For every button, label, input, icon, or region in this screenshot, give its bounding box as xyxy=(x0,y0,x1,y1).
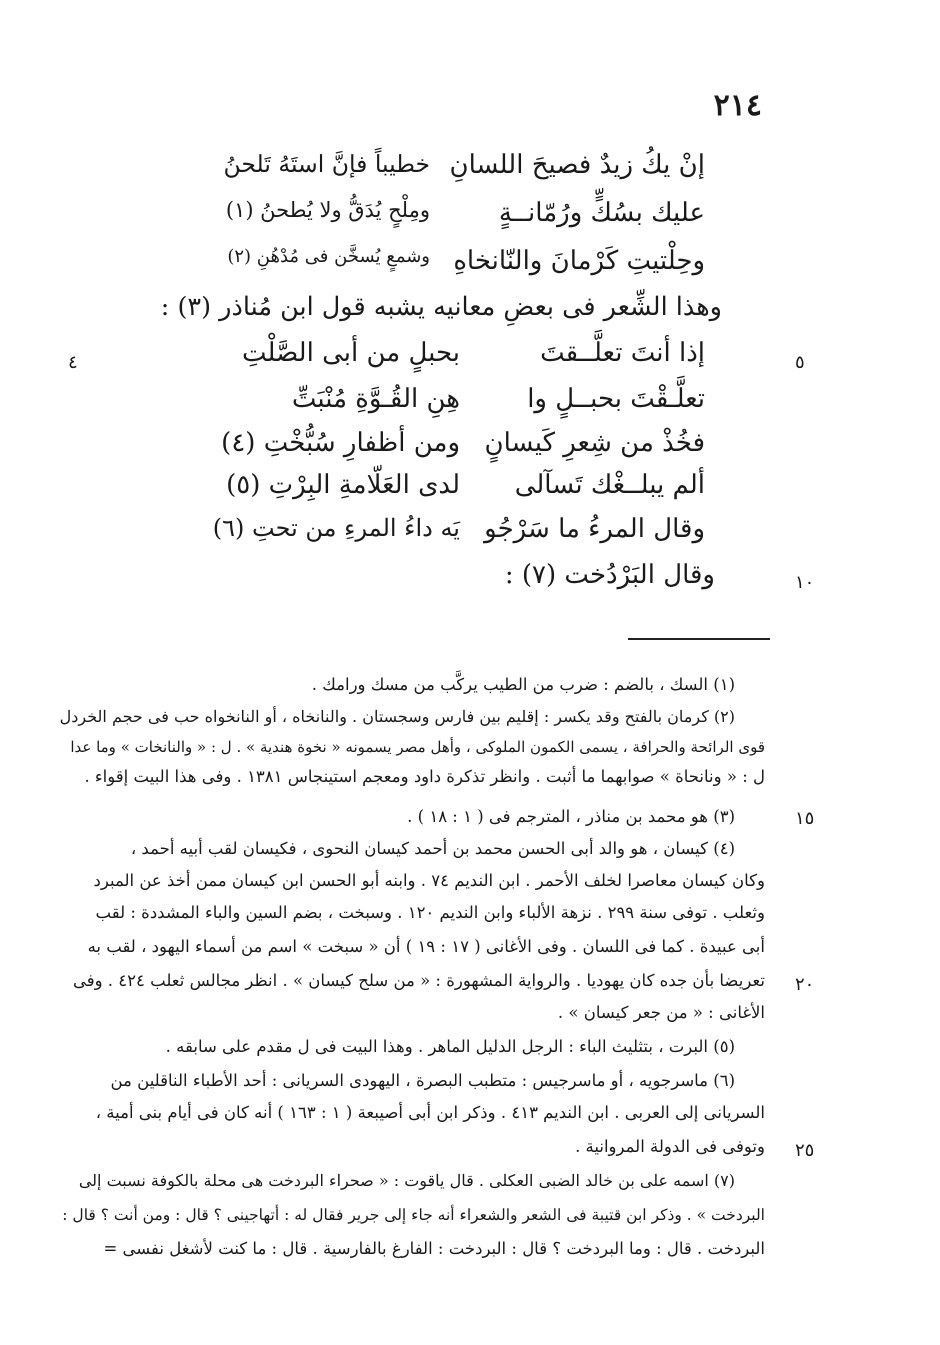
verse-1 xyxy=(225,150,705,181)
verse-hemistich-second: بحبلٍ من أبى الصَّلْتِ xyxy=(241,338,460,368)
footnote-6: (٦) ماسرجويه ، أو ماسرجيس : متطبب البصرة ، اليهودى السريانى : أحد الأطباء الناقلين من xyxy=(110,1071,735,1090)
footnote-2: (٢) كرمان بالفتح وقد يكسر : إقليم بين فارس وسجستان . والنانخاه ، أو النانخواه حب فى حجم الخردل xyxy=(59,707,735,726)
footnote-4-cont: الأغانى : « من جعر كيسان » . xyxy=(557,1003,765,1022)
prose-line-2: وقال البَرْدُخت (٧) : xyxy=(504,560,715,590)
verse-hemistich-first: عليك بسُكٍّ ورُمّانــةٍ xyxy=(498,198,705,228)
line-number-25: ٢٥ xyxy=(795,1140,815,1161)
verse-hemistich-second: وشمعٍ يُسخَّن فى مُدْهُنِ (٢) xyxy=(227,246,430,267)
footnote-4-cont: وكان كيسان معاصرا لخلف الأحمر . ابن النديم ٧٤ . وابنه أبو الحسن ابن كيسان ممن أخذ عن المبرد xyxy=(93,871,765,890)
footnote-6-cont: وتوفى فى الدولة المروانية . xyxy=(575,1137,765,1156)
verse-hemistich-first: إنْ يكُ زيدٌ فصيحَ اللسانِ xyxy=(449,150,705,180)
footnote-1: (١) السك ، بالضم : ضرب من الطيب يركَّب من مسك ورامك . xyxy=(311,675,735,694)
verse-5 xyxy=(215,384,705,415)
footnote-7: (٧) اسمه على بن خالد الضبى العكلى . قال ياقوت : « صحراء البردخت هى محلة بالكوفة نسبت إلى xyxy=(78,1171,735,1190)
footnote-4-cont: تعريضا بأن جده كان يهوديا . والرواية المشهورة : « من سلح كيسان » . انظر مجالس ثعلب ٤٢٤ . وفى xyxy=(72,971,765,990)
page-number: ٢١٤ xyxy=(713,88,762,123)
verse-hemistich-first: فخُذْ من شِعرِ كَيسانٍ xyxy=(484,428,705,458)
verse-6 xyxy=(215,428,705,459)
verse-hemistich-first: ألم يبلــغْك تَسآلى xyxy=(514,470,705,500)
verse-hemistich-second: هِنِ القُـوَّةِ مُنْبَتِّ xyxy=(291,384,460,414)
footnote-5: (٥) البرت ، بتثليث الباء : الرجل الدليل الماهر . وهذا البيت فى ل مقدم على سابقه . xyxy=(165,1037,735,1056)
verse-3 xyxy=(225,246,705,277)
verse-hemistich-first: إذا أنتَ تعلَّــقتَ xyxy=(540,338,705,368)
line-number-15: ١٥ xyxy=(795,808,815,829)
verse-8 xyxy=(212,514,705,545)
footnote-separator xyxy=(628,638,770,640)
footnote-7-cont: البردخت » . وذكر ابن قتيبة فى الشعر والشعراء أنه جاء إلى جرير فقال له : أتهاجينى ؟ قال : ومن أنت ؟ قال : xyxy=(62,1206,765,1224)
footnote-3: (٣) هو محمد بن مناذر ، المترجم فى ( ١ : ١٨ ) . xyxy=(407,807,735,826)
verse-2 xyxy=(225,198,705,229)
footnote-2-cont: ل : « ونانحاة » صوابهما ما أثبت . وانظر تذكرة داود ومعجم استينجاس ١٣٨١ . وفى هذا البيت إقواء . xyxy=(84,767,765,786)
verse-7 xyxy=(215,470,705,501)
footnote-4-cont: وثعلب . توفى سنة ٢٩٩ . نزهة الألباء وابن النديم ١٢٠ . وسبخت ، بضم السين والباء المشددة : لقب xyxy=(95,903,765,922)
line-number-5: ٥ xyxy=(795,352,805,373)
footnote-4-cont: أبى عبيدة . كما فى اللسان . وفى الأغانى ( ١٧ : ١٩ ) أن « سبخت » اسم من أسماء اليهود ، لقب به xyxy=(87,937,765,956)
verse-hemistich-first: وقال المرءُ ما سَرْجُو xyxy=(484,514,705,544)
verse-hemistich-first: وحِلْتيتِ كَرْمانَ والنّانخاهِ xyxy=(453,246,705,276)
verse-hemistich-second: لدى العَلّامةِ البِرْتِ (٥) xyxy=(226,470,460,500)
prose-line: وهذا الشِّعر فى بعضِ معانيه يشبه قول ابن مُناذر (٣) : xyxy=(160,292,722,322)
footnote-2-cont: قوى الرائحة والحرافة ، يسمى الكمون الملوكى ، وأهل مصر يسمونه « نخوة هندية » . ل : « والنانخات » وما عدا xyxy=(70,738,765,756)
margin-marker: ٤ xyxy=(68,352,78,373)
verse-hemistich-second: ومن أظفارِ سُبُّخْتِ (٤) xyxy=(221,428,460,458)
verse-hemistich-second: يَه داءُ المرءِ من تحتِ (٦) xyxy=(212,514,460,542)
verse-4 xyxy=(215,338,705,369)
line-number-10: ١٠ xyxy=(795,572,815,593)
footnote-6-cont: السريانى إلى العربى . ابن النديم ٤١٣ . وذكر ابن أبى أصيبعة ( ١ : ١٦٣ ) أنه كان فى أيام بنى أمية ، xyxy=(95,1103,765,1122)
verse-hemistich-second: ومِلْحٍ يُدَقُّ ولا يُطحنُ (١) xyxy=(225,198,430,222)
footnote-7-cont: البردخت . قال : وما البردخت ؟ قال : البردخت : الفارغ بالفارسية . قال : ما كنت لأشغل نفسى = xyxy=(103,1239,765,1258)
footnote-4: (٤) كيسان ، هو والد أبى الحسن محمد بن أحمد كيسان النحوى ، فكيسان لقب أبيه أحمد ، xyxy=(130,839,735,858)
verse-hemistich-second: خطيباً فإنَّ استَهُ تَلحنُ xyxy=(223,150,430,178)
verse-hemistich-first: تعلَّـقْتَ بحبــلٍ وا xyxy=(527,384,705,414)
line-number-20: ٢٠ xyxy=(795,974,815,995)
